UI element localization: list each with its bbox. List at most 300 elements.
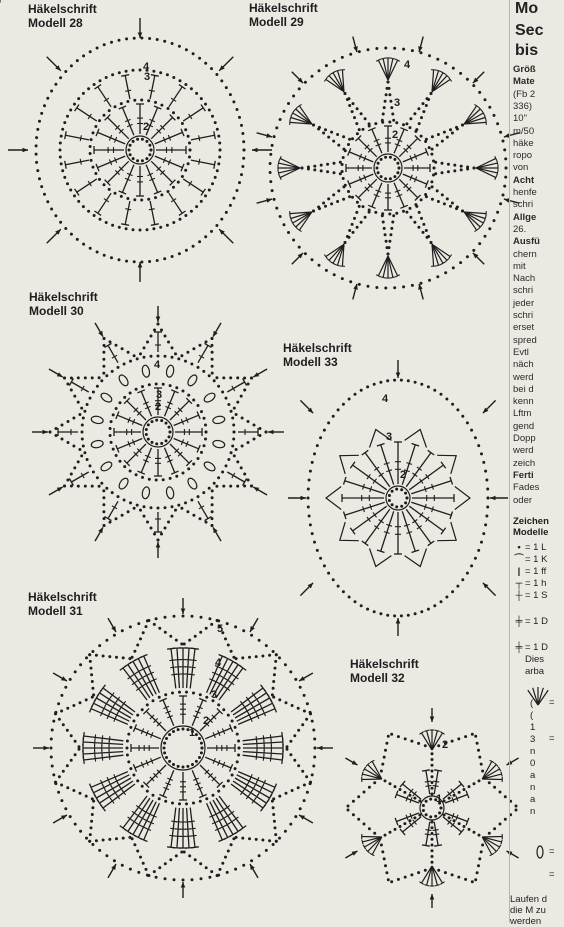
- chain-stitch-dot: [100, 379, 103, 382]
- chain-stitch-dot: [160, 104, 163, 107]
- chain-stitch-dot: [242, 864, 245, 867]
- fan-stitch-top: [391, 277, 396, 278]
- stitch-post: [108, 345, 118, 362]
- chain-stitch-dot: [143, 515, 146, 518]
- fan-stitch-top: [435, 885, 440, 886]
- chain-stitch-dot: [108, 655, 111, 658]
- chain-stitch-dot: [198, 756, 201, 759]
- chain-stitch-dot: [152, 794, 155, 797]
- chain-stitch-dot: [441, 171, 444, 174]
- stitch-post: [190, 649, 195, 689]
- chain-stitch-dot: [121, 347, 124, 350]
- chain-stitch-dot: [431, 787, 434, 790]
- stitch-bar: [149, 209, 155, 210]
- legend-item: [513, 642, 548, 653]
- chain-stitch-dot: [411, 49, 414, 52]
- stitch-top: [261, 805, 266, 811]
- chain-stitch-dot: [303, 784, 306, 787]
- chain-stitch-dot: [74, 753, 77, 756]
- direction-arrow-head: [268, 430, 274, 435]
- chain-stitch-dot: [129, 470, 132, 473]
- chain-stitch-dot: [387, 878, 390, 881]
- chain-stitch-dot: [352, 813, 355, 816]
- chain-stitch-dot: [210, 870, 213, 873]
- side-text-line: Fades: [513, 482, 539, 493]
- stitch-top: [350, 462, 355, 469]
- chain-stitch-dot: [163, 742, 166, 745]
- chain-stitch-dot: [313, 541, 316, 544]
- chain-stitch-dot: [203, 417, 206, 420]
- chain-stitch-dot: [192, 245, 195, 248]
- chain-stitch-dot: [98, 485, 101, 488]
- stitch-top: [151, 224, 159, 226]
- chain-stitch-dot: [182, 390, 185, 393]
- chain-stitch-dot: [483, 777, 486, 780]
- chain-stitch-dot: [190, 87, 193, 90]
- chain-stitch-dot: [153, 623, 156, 626]
- chain-stitch-dot: [59, 142, 62, 145]
- chain-stitch-dot: [404, 501, 407, 504]
- chain-stitch-dot: [200, 200, 203, 203]
- stitch-top: [69, 479, 73, 486]
- chain-stitch-dot: [83, 451, 86, 454]
- chain-stitch-dot: [96, 476, 99, 479]
- chain-stitch-dot: [182, 615, 185, 618]
- chain-stitch-dot: [241, 417, 244, 420]
- chain-stitch-dot: [319, 557, 322, 560]
- chain-stitch-dot: [232, 100, 235, 103]
- chain-stitch-dot: [344, 92, 347, 95]
- side-text-line: schri: [513, 310, 533, 321]
- chain-stitch-dot: [363, 823, 366, 826]
- picot-loop: [141, 365, 150, 378]
- chain-stitch-dot: [74, 740, 77, 743]
- stitch-bar: [149, 90, 155, 91]
- chain-stitch-dot: [436, 189, 439, 192]
- chain-stitch-dot: [477, 549, 480, 552]
- chain-stitch-dot: [472, 249, 475, 252]
- legend-item: [513, 654, 544, 665]
- chain-stitch-dot: [393, 158, 396, 161]
- chain-stitch-dot: [341, 56, 344, 59]
- chain-stitch-dot: [80, 407, 83, 410]
- chain-stitch-dot: [64, 227, 67, 230]
- chain-stitch-dot: [210, 623, 213, 626]
- chain-stitch-dot: [351, 137, 354, 140]
- chain-stitch-dot: [180, 354, 183, 357]
- chain-stitch-dot: [452, 266, 455, 269]
- chain-stitch-dot: [157, 323, 160, 326]
- chain-stitch-dot: [60, 784, 63, 787]
- chain-stitch-dot: [325, 269, 328, 272]
- chain-stitch-dot: [92, 166, 95, 169]
- chain-stitch-dot: [129, 726, 132, 729]
- chain-stitch-dot: [197, 366, 200, 369]
- chain-stitch-dot: [367, 285, 370, 288]
- chain-stitch-dot: [50, 747, 53, 750]
- chain-stitch-dot: [140, 37, 143, 40]
- chain-stitch-dot: [89, 833, 92, 836]
- fan-stitch-top: [497, 161, 498, 166]
- chain-stitch-dot: [292, 95, 295, 98]
- picot-loop: [91, 440, 104, 449]
- chain-stitch-dot: [265, 644, 268, 647]
- side-text-line: Evtl: [513, 347, 529, 358]
- chain-stitch-dot: [233, 431, 236, 434]
- legend-equals: =: [549, 733, 564, 744]
- chain-stitch-dot: [195, 733, 198, 736]
- stitch-post: [117, 415, 142, 425]
- chain-stitch-dot: [395, 505, 398, 508]
- chain-stitch-dot: [64, 807, 67, 810]
- chain-stitch-dot: [358, 283, 361, 286]
- chain-stitch-dot: [387, 81, 390, 84]
- chain-stitch-dot: [285, 701, 288, 704]
- chain-stitch-dot: [460, 165, 463, 168]
- chain-stitch-dot: [108, 109, 111, 112]
- chain-stitch-dot: [217, 703, 220, 706]
- chain-stitch-dot: [142, 631, 145, 634]
- chain-stitch-dot: [226, 622, 229, 625]
- stitch-post: [192, 700, 203, 726]
- fan-stitch: [378, 256, 388, 276]
- side-text-line: schri: [513, 199, 533, 210]
- chain-stitch-dot: [77, 401, 80, 404]
- chain-stitch-dot: [389, 156, 392, 159]
- chain-stitch-dot: [163, 40, 166, 43]
- direction-arrow-head: [23, 148, 29, 153]
- stitch-top: [350, 528, 355, 535]
- chain-stitch-dot: [82, 445, 85, 448]
- chain-stitch-dot: [76, 238, 79, 241]
- chain-stitch-dot: [73, 395, 76, 398]
- stitch-post: [98, 87, 111, 107]
- chain-stitch-dot: [434, 172, 437, 175]
- chain-stitch-dot: [200, 451, 203, 454]
- chain-stitch-dot: [188, 142, 191, 145]
- fan-stitch-top: [278, 161, 279, 166]
- chain-stitch-dot: [214, 121, 217, 124]
- stitch-post: [125, 76, 130, 100]
- chain-stitch-dot: [426, 236, 429, 239]
- chain-stitch-dot: [133, 198, 136, 201]
- chain-stitch-dot: [205, 866, 208, 869]
- chain-stitch-dot: [241, 132, 244, 135]
- stitch-post: [103, 688, 135, 712]
- chain-stitch-dot: [169, 635, 172, 638]
- chain-stitch-dot: [70, 473, 73, 476]
- stitch-post: [174, 439, 199, 449]
- chain-stitch-dot: [135, 388, 138, 391]
- chain-stitch-dot: [243, 473, 246, 476]
- chain-stitch-dot: [111, 370, 114, 373]
- chain-stitch-dot: [431, 821, 434, 824]
- chain-stitch-dot: [155, 479, 158, 482]
- chain-stitch-dot: [309, 523, 312, 526]
- chain-stitch-dot: [172, 221, 175, 224]
- chain-stitch-dot: [121, 514, 124, 517]
- chain-stitch-dot: [236, 376, 239, 379]
- chain-stitch-dot: [194, 858, 197, 861]
- chain-stitch-dot: [99, 218, 102, 221]
- side-text-line: werd: [513, 372, 534, 383]
- chain-stitch-dot: [191, 878, 194, 881]
- fan-stitch-top: [485, 216, 487, 221]
- chain-stitch-dot: [187, 394, 190, 397]
- chain-stitch-dot: [208, 876, 211, 879]
- chain-stitch-dot: [227, 714, 230, 717]
- round-number: 4: [154, 359, 161, 371]
- stitch-top: [243, 479, 247, 486]
- chain-stitch-dot: [308, 515, 311, 518]
- chain-stitch-dot: [54, 711, 57, 714]
- chain-stitch-dot: [158, 866, 161, 869]
- stitch-top: [434, 845, 442, 846]
- picot-loop: [212, 415, 225, 424]
- chain-stitch-dot: [360, 112, 363, 115]
- chain-stitch-dot: [405, 122, 408, 125]
- chain-stitch-dot: [402, 210, 405, 213]
- chain-stitch-dot: [86, 403, 89, 406]
- stitch-post: [381, 511, 394, 551]
- chain-stitch-dot: [139, 637, 142, 640]
- chain-stitch-dot: [301, 770, 304, 773]
- chain-stitch-dot: [61, 424, 64, 427]
- chain-stitch-dot: [69, 109, 72, 112]
- chain-stitch-dot: [221, 391, 224, 394]
- fan-stitch-top: [391, 58, 396, 59]
- stitch-post: [190, 808, 195, 848]
- chain-stitch-dot: [79, 701, 82, 704]
- stitch-post: [151, 118, 172, 139]
- chain-stitch-dot: [195, 760, 198, 763]
- chain-stitch-dot: [384, 749, 387, 752]
- chain-stitch-dot: [98, 849, 101, 852]
- chain-stitch-dot: [79, 830, 82, 833]
- stitch-post: [66, 160, 90, 165]
- fan-stitch-top: [424, 730, 429, 731]
- chain-stitch-dot: [424, 869, 427, 872]
- chain-stitch-dot: [385, 871, 388, 874]
- chain-stitch-dot: [155, 419, 158, 422]
- chain-stitch-dot: [147, 99, 150, 102]
- stitch-bar: [169, 835, 175, 836]
- side-text-line: henfe: [513, 187, 537, 198]
- chain-stitch-dot: [173, 615, 176, 618]
- chain-stitch-dot: [434, 815, 437, 818]
- chain-stitch-dot: [172, 111, 175, 114]
- chain-stitch-dot: [431, 764, 434, 767]
- chain-stitch-dot: [202, 370, 205, 373]
- chain-stitch-dot: [473, 831, 476, 834]
- chain-stitch-dot: [397, 735, 400, 738]
- chain-stitch-dot: [166, 73, 169, 76]
- chain-stitch-dot: [103, 114, 106, 117]
- chain-stitch-dot: [388, 93, 391, 96]
- direction-arrow-head: [181, 882, 186, 888]
- stitch-post: [150, 201, 155, 225]
- chain-stitch-dot: [105, 221, 108, 224]
- chain-stitch-dot: [499, 131, 502, 134]
- chain-stitch-dot: [200, 410, 203, 413]
- stitch-post: [155, 132, 183, 144]
- chain-stitch-dot: [43, 104, 46, 107]
- chain-stitch-dot: [36, 128, 39, 131]
- chain-stitch-dot: [384, 779, 387, 782]
- stitch-post: [122, 165, 133, 193]
- chain-stitch-dot: [117, 495, 120, 498]
- stitch-bar: [190, 667, 196, 668]
- chain-stitch-dot: [63, 121, 66, 124]
- chain-stitch-dot: [148, 144, 151, 147]
- chain-stitch-dot: [437, 133, 440, 136]
- chain-stitch-dot: [70, 759, 73, 762]
- chain-stitch-dot: [436, 275, 439, 278]
- chain-stitch-dot: [232, 424, 235, 427]
- chain-stitch-dot: [199, 862, 202, 865]
- chain-stitch-dot: [145, 625, 148, 628]
- chain-stitch-dot: [376, 167, 379, 170]
- chain-stitch-dot: [471, 733, 474, 736]
- chain-stitch-dot: [496, 122, 499, 125]
- stitch-bar: [270, 734, 271, 740]
- chain-stitch-dot: [493, 827, 496, 830]
- legend-item: [513, 616, 548, 627]
- chain-stitch-dot: [164, 335, 167, 338]
- chain-stitch-dot: [289, 670, 292, 673]
- chain-stitch-dot: [204, 194, 207, 197]
- chain-stitch-dot: [112, 413, 115, 416]
- chain-stitch-dot: [274, 667, 277, 670]
- chain-stitch-dot: [98, 119, 101, 122]
- chain-stitch-dot: [231, 720, 234, 723]
- chain-stitch-dot: [231, 774, 234, 777]
- chain-stitch-dot: [172, 76, 175, 79]
- stitch-post: [117, 439, 142, 449]
- chain-stitch-dot: [112, 448, 115, 451]
- chain-stitch-dot: [168, 733, 171, 736]
- chain-stitch-dot: [133, 37, 136, 40]
- chain-stitch-dot: [297, 729, 300, 732]
- legend-extra-line: 1: [530, 722, 535, 733]
- chain-stitch-dot: [237, 740, 240, 743]
- round-number: 3: [394, 97, 400, 109]
- chain-stitch-dot: [118, 71, 121, 74]
- chain-stitch-dot: [459, 72, 462, 75]
- chain-stitch-dot: [114, 105, 117, 108]
- chain-stitch-dot: [182, 472, 185, 475]
- chain-stitch-dot: [453, 794, 456, 797]
- fan-stitch: [362, 837, 382, 838]
- legend-symbol: ⌒: [513, 554, 525, 565]
- chain-stitch-dot: [82, 54, 85, 57]
- chain-stitch-dot: [291, 704, 294, 707]
- chain-stitch-dot: [217, 874, 220, 877]
- chain-stitch-dot: [205, 431, 208, 434]
- chain-stitch-dot: [52, 773, 55, 776]
- chain-stitch-dot: [175, 386, 178, 389]
- chain-stitch-dot: [93, 214, 96, 217]
- legend-item: [513, 554, 547, 565]
- direction-arrow-head: [301, 496, 307, 501]
- side-text-line: Allge: [513, 212, 536, 223]
- chain-stitch-dot: [225, 464, 228, 467]
- chain-stitch-dot: [278, 656, 281, 659]
- chain-stitch-dot: [415, 128, 418, 131]
- chain-stitch-dot: [129, 501, 132, 504]
- chain-stitch-dot: [147, 423, 150, 426]
- chain-stitch-dot: [146, 703, 149, 706]
- chain-stitch-dot: [117, 366, 120, 369]
- chain-stitch-dot: [311, 258, 314, 261]
- chain-stitch-dot: [156, 259, 159, 262]
- chain-stitch-dot: [488, 106, 491, 109]
- legend-title-line: Modelle: [513, 527, 564, 538]
- fan-stitch: [422, 866, 433, 883]
- chain-stitch-dot: [46, 97, 49, 100]
- chain-stitch-dot: [164, 631, 167, 634]
- chain-stitch-dot: [384, 834, 387, 837]
- chain-stitch-dot: [208, 617, 211, 620]
- round-number: 1: [189, 727, 195, 739]
- chain-stitch-dot: [211, 503, 214, 506]
- stitch-post: [365, 509, 390, 543]
- direction-arrow-head: [430, 717, 435, 723]
- stitch-bar: [256, 754, 257, 760]
- chain-stitch-dot: [50, 208, 53, 211]
- chain-stitch-dot: [272, 650, 275, 653]
- chain-stitch-dot: [123, 363, 126, 366]
- chain-stitch-dot: [342, 185, 345, 188]
- chain-stitch-dot: [164, 877, 167, 880]
- chain-stitch-dot: [250, 859, 253, 862]
- chain-stitch-dot: [451, 873, 454, 876]
- chain-stitch-dot: [113, 634, 116, 637]
- chain-stitch-dot: [451, 740, 454, 743]
- legend-equals: =: [549, 846, 564, 857]
- chain-stitch-dot: [83, 410, 86, 413]
- side-text-line: schri: [513, 285, 533, 296]
- fan-stitch-top: [381, 277, 386, 278]
- side-header-line: Sec: [515, 22, 543, 40]
- chain-stitch-dot: [271, 144, 274, 147]
- picot-loop: [212, 439, 225, 448]
- chain-stitch-dot: [306, 702, 309, 705]
- fan-stitch-top: [362, 772, 363, 777]
- chain-stitch-dot: [488, 781, 491, 784]
- chain-stitch-dot: [443, 814, 446, 817]
- chain-stitch-dot: [184, 360, 187, 363]
- chain-stitch-dot: [146, 521, 149, 524]
- chain-stitch-dot: [390, 106, 393, 109]
- chain-stitch-dot: [342, 198, 345, 201]
- stitch-bar: [80, 135, 81, 141]
- stitch-post: [84, 755, 124, 760]
- chain-stitch-dot: [389, 177, 392, 180]
- chain-stitch-dot: [476, 871, 479, 874]
- chain-stitch-dot: [398, 167, 401, 170]
- chain-stitch-dot: [238, 181, 241, 184]
- chain-stitch-dot: [384, 156, 387, 159]
- chain-stitch-dot: [91, 797, 94, 800]
- legend-item: [513, 578, 546, 589]
- chain-stitch-dot: [391, 113, 394, 116]
- chain-stitch-dot: [54, 782, 57, 785]
- chain-stitch-dot: [78, 448, 81, 451]
- direction-arrow-head: [317, 746, 323, 751]
- chain-stitch-dot: [221, 471, 224, 474]
- stitch-post: [100, 781, 133, 803]
